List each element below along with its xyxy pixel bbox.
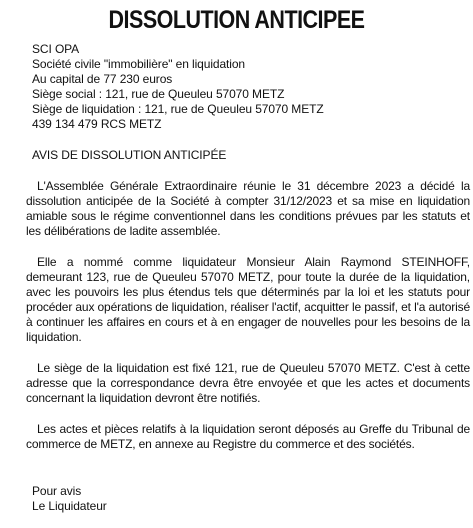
closing-pour-avis: Pour avis [32, 484, 82, 498]
company-form: Société civile "immobilière" en liquidation [32, 57, 245, 71]
spacer [32, 132, 470, 148]
spacer [32, 452, 470, 468]
company-name: SCI OPA [32, 42, 80, 56]
company-registered-office: Siège social : 121, rue de Queuleu 57070 METZ [32, 87, 285, 101]
closing-signatory: Le Liquidateur [32, 499, 107, 513]
company-block [32, 42, 470, 132]
paragraph-decision: L'Assemblée Générale Extraordinaire réunie le 31 décembre 2023 a décidé la dissolution anticipée de la Société à compter 31/12/2023 et sa mise en liquidation amiable sous le régime conventionnel dans les conditions prévues par les statuts et les délibérations de ladite assemblée. [26, 179, 470, 238]
notice-heading: AVIS DE DISSOLUTION ANTICIPÉE [32, 148, 227, 162]
paragraph-filing: Les actes et pièces relatifs à la liquidation seront déposés au Greffe du Tribunal de commerce de METZ, en annexe au Registre du commerce et des sociétés. [26, 422, 470, 451]
notice-body [26, 42, 470, 514]
spacer [32, 163, 470, 179]
spacer [32, 406, 470, 422]
closing-block [32, 484, 470, 514]
company-liquidation-office: Siège de liquidation : 121, rue de Queuleu 57070 METZ [32, 102, 324, 116]
paragraph-seat: Le siège de la liquidation est fixé 121, rue de Queuleu 57070 METZ. C'est à cette adresse que la correspondance devra être envoyée et que les actes et documents concernant la liquidation devront être notifiés. [26, 361, 470, 405]
spacer [32, 239, 470, 255]
spacer [32, 468, 470, 484]
company-rcs-number: 439 134 479 RCS METZ [32, 117, 162, 131]
paragraph-liquidator: Elle a nommé comme liquidateur Monsieur Alain Raymond STEINHOFF, demeurant 123, rue de Queuleu 57070 METZ, pour toute la durée de la liquidation, avec les pouvoirs les plus étendus tels que déterminés par la loi et les statuts pour procéder aux opérations de liquidation, réaliser l'actif, acquitter le passif, et l'a autorisé à continuer les affaires en cours et à en engager de nouvelles pour les besoins de la liquidation. [26, 255, 470, 344]
spacer [32, 345, 470, 361]
company-capital: Au capital de 77 230 euros [32, 72, 173, 86]
notice-title: DISSOLUTION ANTICIPEE [108, 6, 365, 34]
